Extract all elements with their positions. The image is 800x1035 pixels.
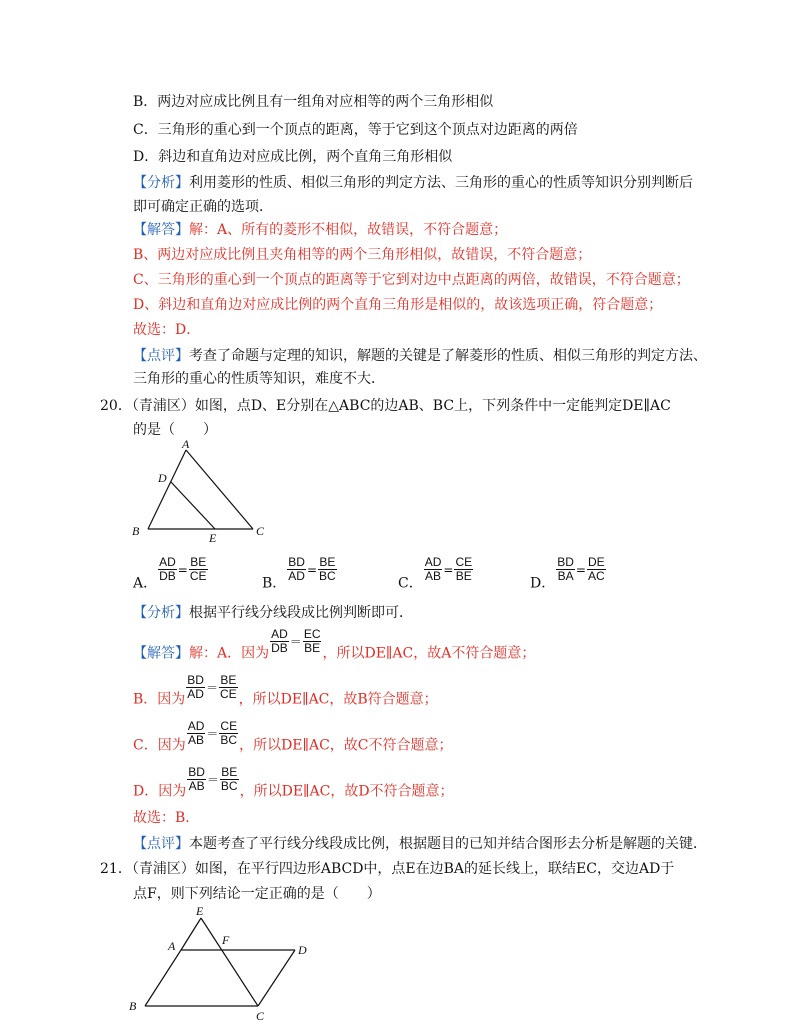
q20-option-d bbox=[530, 556, 607, 593]
denominator: BE bbox=[304, 641, 321, 655]
q20-triangle-figure bbox=[120, 438, 280, 548]
label-a: A bbox=[182, 438, 190, 451]
option-letter: A． bbox=[133, 575, 158, 592]
fraction bbox=[318, 556, 337, 583]
equals-sign: = bbox=[177, 562, 188, 577]
q20-final-answer: 故选：B． bbox=[133, 810, 200, 826]
equals-sign: = bbox=[575, 562, 586, 577]
fraction bbox=[424, 556, 443, 583]
comment-tag: 【点评】 bbox=[133, 836, 189, 852]
numerator: AD bbox=[159, 555, 176, 569]
q20-solution-b bbox=[133, 674, 438, 709]
denominator: BE bbox=[455, 569, 472, 583]
q19-option-c: C．三角形的重心到一个顶点的距离，等于它到这个顶点对边距离的两倍 bbox=[133, 122, 578, 138]
answer-text: 解：A、所有的菱形不相似，故错误，不符合题意； bbox=[189, 222, 508, 238]
q20-option-c bbox=[398, 556, 474, 593]
label-d: D bbox=[158, 471, 167, 485]
denominator: AB bbox=[188, 733, 205, 747]
solution-prefix: C．因为 bbox=[133, 737, 186, 754]
comment-tag: 【点评】 bbox=[133, 348, 189, 364]
label-f: F bbox=[222, 933, 230, 947]
q19-answer-line3: C、三角形的重心到一个顶点的距离等于它到对边中点距离的两倍，故错误，不符合题意； bbox=[133, 272, 690, 288]
solution-suffix: ，所以DE∥AC，故B符合题意； bbox=[238, 691, 438, 708]
fraction bbox=[186, 674, 205, 701]
fraction bbox=[189, 556, 208, 583]
question-stem: （青浦区）如图，点D、E分别在△ABC的边AB、BC上，下列条件中一定能判定DE∥AC bbox=[131, 398, 671, 414]
numerator: BE bbox=[221, 765, 238, 779]
analysis-tag: 【分析】 bbox=[133, 605, 189, 621]
solution-prefix: B．因为 bbox=[133, 691, 186, 708]
question-stem: （青浦区）如图，在平行四边形ABCD中，点E在边BA的延长线上，联结EC，交边AD于 bbox=[131, 861, 675, 877]
denominator: CE bbox=[189, 569, 207, 583]
denominator: CE bbox=[219, 687, 237, 701]
q21-parallelogram-figure bbox=[120, 902, 330, 1027]
fraction bbox=[220, 766, 239, 793]
q20-option-b bbox=[262, 556, 338, 593]
equals-sign: = bbox=[443, 562, 454, 577]
q19-comment-line1 bbox=[133, 346, 707, 366]
equals-sign: ＝ bbox=[205, 681, 218, 695]
numerator: AD bbox=[187, 719, 205, 733]
q20-solution-d bbox=[133, 766, 454, 801]
numerator: BD bbox=[187, 673, 204, 687]
solution-suffix: ，所以DE∥AC，故C不符合题意； bbox=[239, 737, 453, 754]
numerator: CE bbox=[455, 555, 473, 569]
equals-sign: ＝ bbox=[206, 773, 219, 787]
analysis-tag: 【分析】 bbox=[133, 175, 189, 191]
label-b: B bbox=[129, 999, 137, 1013]
label-e: E bbox=[196, 904, 204, 918]
denominator: DB bbox=[159, 569, 176, 583]
fraction bbox=[219, 674, 238, 701]
label-c: C bbox=[256, 1009, 265, 1023]
solution-prefix: 解：A．因为 bbox=[189, 645, 270, 662]
numerator: EC bbox=[303, 627, 321, 641]
denominator: AB bbox=[188, 779, 205, 793]
comment-text: 考查了命题与定理的知识，解题的关键是了解菱形的性质、相似三角形的判定方法、 bbox=[189, 348, 707, 364]
solution-suffix: ，所以DE∥AC，故D不符合题意； bbox=[239, 783, 454, 800]
numerator: BE bbox=[319, 555, 336, 569]
fraction bbox=[587, 556, 606, 583]
denominator: BC bbox=[220, 733, 238, 747]
fraction bbox=[454, 556, 473, 583]
denominator: AC bbox=[587, 569, 605, 583]
numerator: BD bbox=[288, 555, 305, 569]
fraction bbox=[303, 628, 322, 655]
q19-answer-line1 bbox=[133, 220, 507, 240]
label-a: A bbox=[168, 939, 176, 953]
q21-stem-line2: 点F，则下列结论一定正确的是（ ） bbox=[133, 886, 381, 902]
q20-analysis bbox=[133, 603, 413, 623]
equals-sign: ＝ bbox=[206, 727, 219, 741]
numerator: CE bbox=[220, 719, 238, 733]
question-number: 21． bbox=[100, 861, 132, 877]
fraction bbox=[158, 556, 177, 583]
fraction bbox=[270, 628, 289, 655]
question-number: 20． bbox=[100, 398, 132, 414]
denominator: BC bbox=[220, 779, 238, 793]
fraction bbox=[187, 720, 206, 747]
denominator: BC bbox=[319, 569, 336, 583]
answer-tag: 【解答】 bbox=[133, 645, 189, 662]
q19-analysis-line1 bbox=[133, 173, 693, 193]
q19-answer-final: 故选：D． bbox=[133, 322, 201, 338]
equals-sign: = bbox=[306, 562, 318, 577]
numerator: AD bbox=[424, 555, 442, 569]
numerator: BD bbox=[188, 765, 205, 779]
solution-prefix: D．因为 bbox=[133, 783, 187, 800]
q20-option-a bbox=[133, 556, 209, 593]
denominator: DB bbox=[271, 641, 288, 655]
denominator: BA bbox=[557, 569, 574, 583]
label-c: C bbox=[256, 524, 265, 538]
q21-stem-line1 bbox=[100, 859, 674, 879]
q20-solution-c bbox=[133, 720, 453, 755]
analysis-text: 根据平行线分线段成比例判断即可． bbox=[189, 605, 413, 621]
denominator: AD bbox=[288, 569, 305, 583]
q19-answer-line2: B、两边对应成比例且夹角相等的两个三角形相似，故错误，不符合题意； bbox=[133, 247, 592, 263]
label-e: E bbox=[209, 531, 217, 545]
q20-solution-a bbox=[133, 628, 535, 663]
q20-comment bbox=[133, 834, 707, 854]
answer-tag: 【解答】 bbox=[133, 222, 189, 238]
q19-option-b: B．两边对应成比例且有一组角对应相等的两个三角形相似 bbox=[133, 94, 494, 110]
label-d: D bbox=[298, 943, 307, 957]
numerator: BE bbox=[190, 555, 207, 569]
option-letter: C． bbox=[398, 575, 423, 592]
fraction bbox=[187, 766, 206, 793]
fraction bbox=[219, 720, 238, 747]
numerator: BD bbox=[557, 555, 574, 569]
q19-analysis-line2: 即可确定正确的选项． bbox=[133, 199, 273, 215]
comment-text: 本题考查了平行线分线段成比例，根据题目的已知并结合图形去分析是解题的关键． bbox=[189, 836, 707, 852]
q20-stem-line1 bbox=[100, 396, 671, 416]
option-letter: D． bbox=[530, 575, 556, 592]
equals-sign: ＝ bbox=[289, 635, 302, 649]
q19-answer-line4: D、斜边和直角边对应成比例的两个直角三角形是相似的，故该选项正确，符合题意； bbox=[133, 297, 663, 313]
analysis-text: 利用菱形的性质、相似三角形的判定方法、三角形的重心的性质等知识分别判断后 bbox=[189, 175, 693, 191]
q19-option-d: D．斜边和直角边对应成比例，两个直角三角形相似 bbox=[133, 149, 453, 165]
denominator: AD bbox=[187, 687, 204, 701]
fraction bbox=[556, 556, 575, 583]
fraction bbox=[287, 556, 306, 583]
q19-comment-line2: 三角形的重心的性质等知识，难度不大． bbox=[133, 371, 385, 387]
label-b: B bbox=[132, 524, 140, 538]
q20-stem-line2: 的是（ ） bbox=[133, 422, 217, 438]
numerator: AD bbox=[271, 627, 288, 641]
option-letter: B． bbox=[262, 575, 287, 592]
numerator: BE bbox=[220, 673, 237, 687]
numerator: DE bbox=[587, 555, 605, 569]
denominator: AB bbox=[425, 569, 442, 583]
solution-suffix: ，所以DE∥AC，故A不符合题意； bbox=[322, 645, 536, 662]
